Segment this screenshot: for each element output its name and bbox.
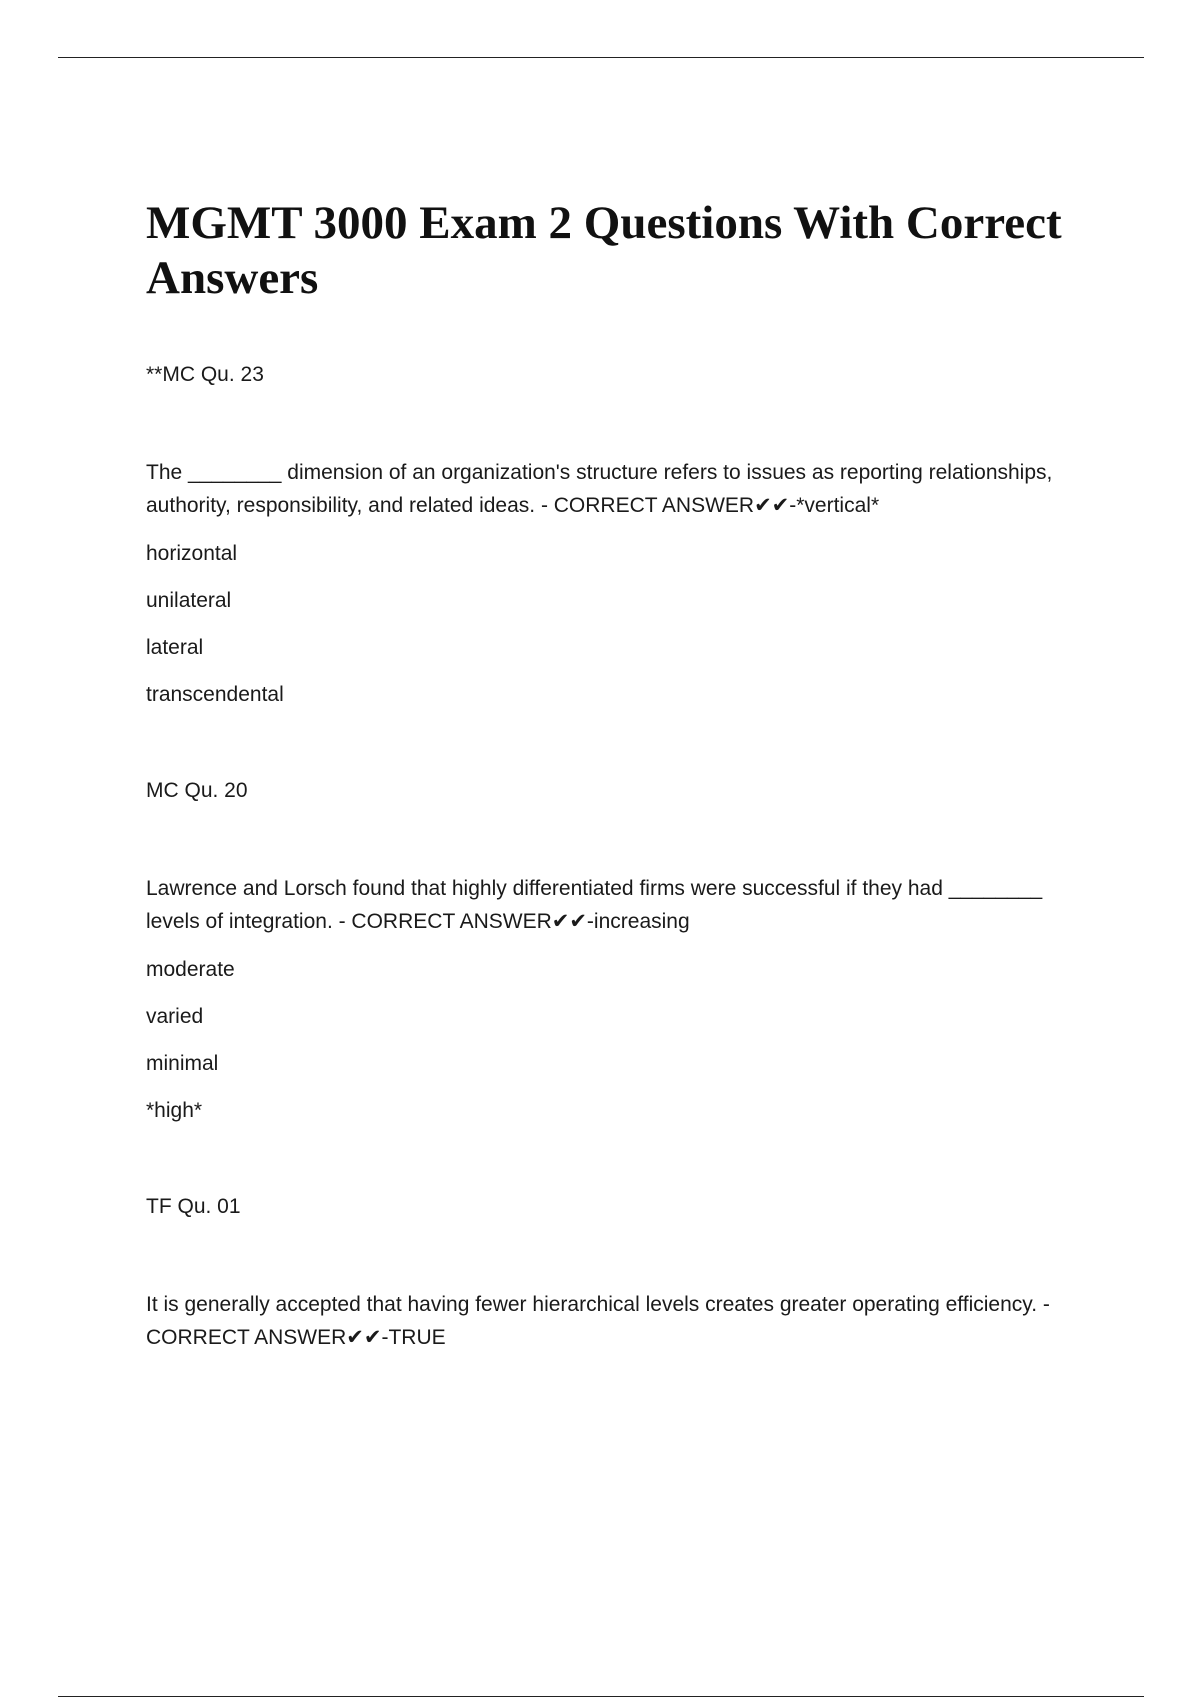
question-text: It is generally accepted that having fewer hierarchical levels creates greater operating efficiency. - CORRECT ANSWER✔✔-TRUE: [146, 1293, 1050, 1349]
question-block: [146, 360, 1076, 710]
question-text: The ________ dimension of an organization's structure refers to issues as reporting relationships, authority, responsibility, and related ideas. - CORRECT ANSWER✔✔-*vertical*: [146, 461, 1053, 517]
answer-option: unilateral: [146, 589, 232, 612]
answer-option: transcendental: [146, 683, 284, 706]
question-text: Lawrence and Lorsch found that highly differentiated firms were successful if they had ________ levels of integration. - CORRECT ANSWER✔✔-increasing: [146, 877, 1043, 933]
question-label: TF Qu. 01: [146, 1195, 241, 1218]
document-title: MGMT 3000 Exam 2 Questions With Correct Answers: [146, 197, 1062, 304]
answer-option: *high*: [146, 1099, 203, 1122]
answer-option: moderate: [146, 958, 235, 981]
question-block: [146, 1192, 1076, 1354]
question-label: MC Qu. 20: [146, 779, 248, 802]
answer-option: lateral: [146, 636, 204, 659]
answer-option: minimal: [146, 1052, 219, 1075]
answer-option: horizontal: [146, 542, 238, 565]
top-rule: [58, 57, 1144, 58]
bottom-rule: [58, 1696, 1144, 1697]
question-block: [146, 776, 1076, 1126]
document-body: [146, 196, 1076, 1354]
question-label: **MC Qu. 23: [146, 363, 264, 386]
answer-option: varied: [146, 1005, 204, 1028]
